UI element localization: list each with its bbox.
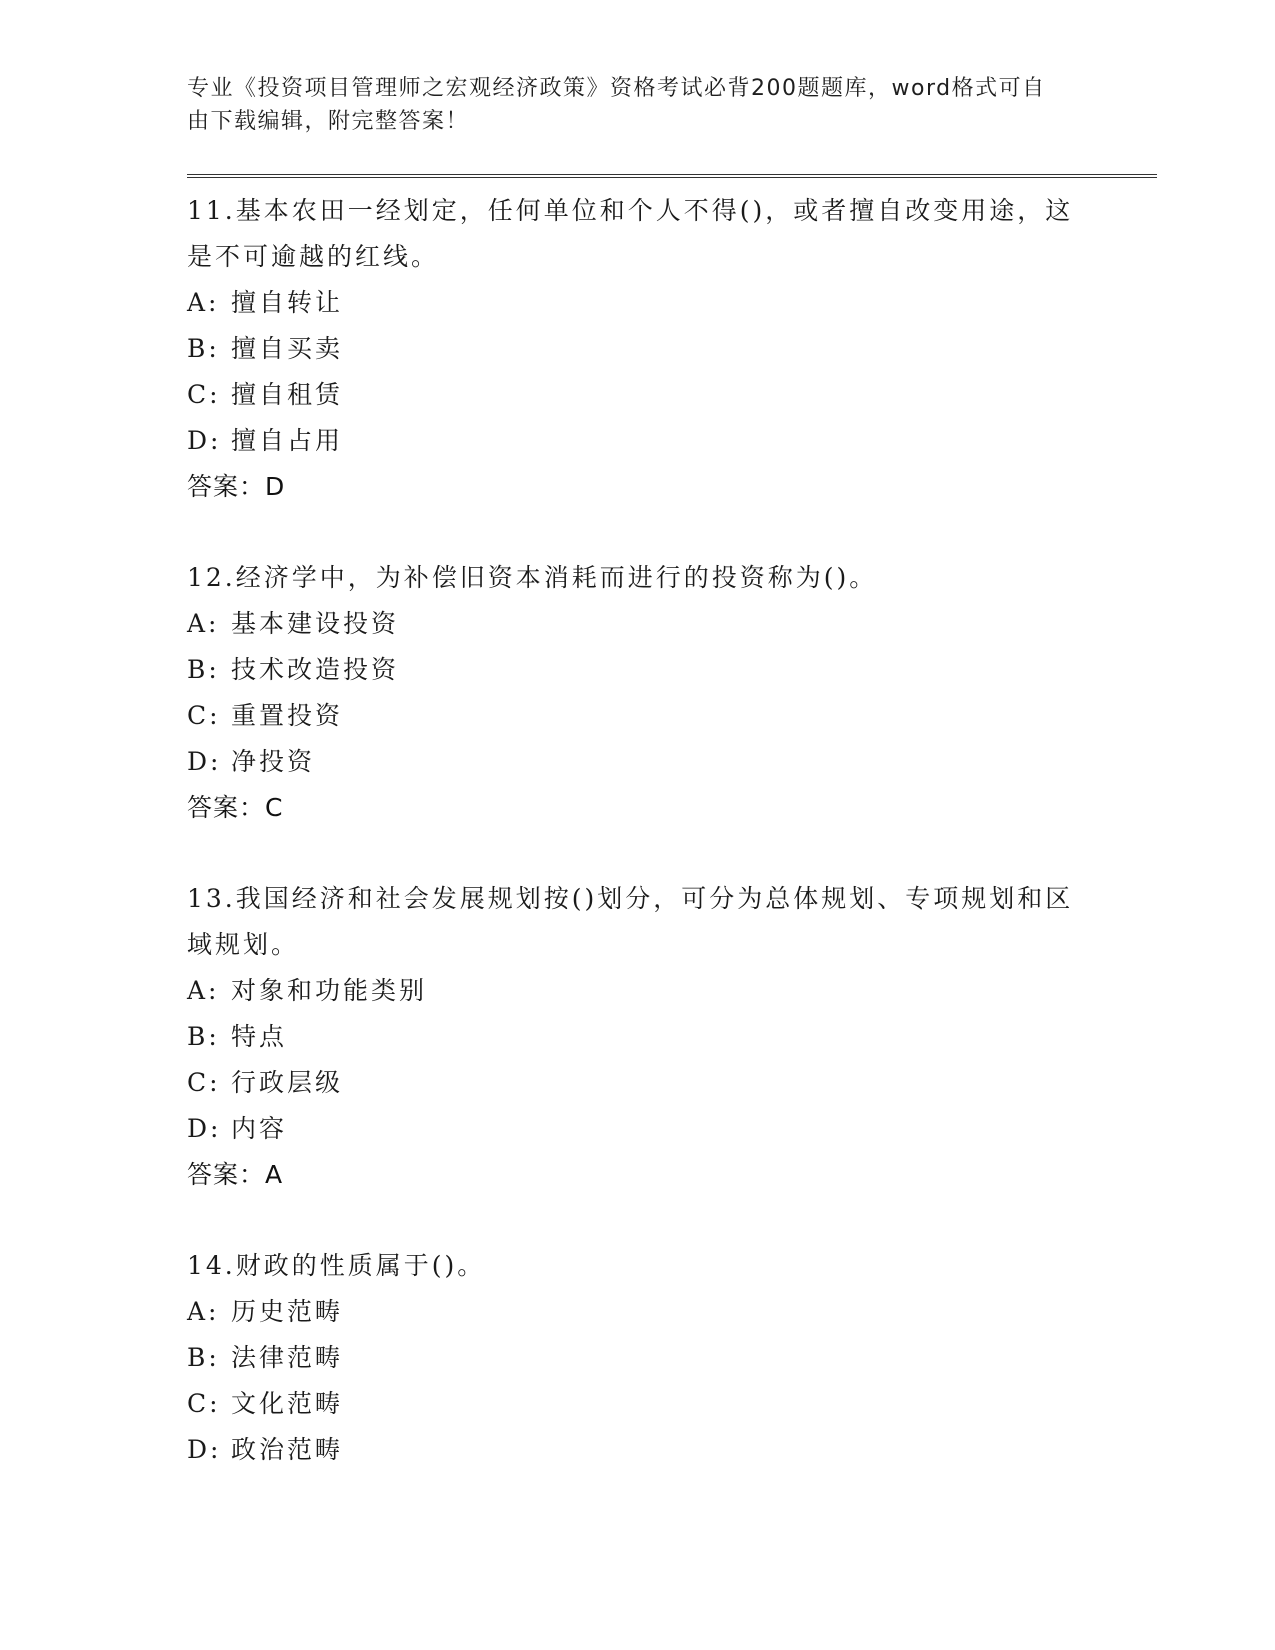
option-b <box>187 1335 1157 1381</box>
option-c <box>187 693 1157 739</box>
question-stem: 13.我国经济和社会发展规划按()划分，可分为总体规划、专项规划和区域规划。 <box>187 884 1074 959</box>
document-page <box>187 72 1157 1518</box>
option-letter: D: <box>187 426 222 455</box>
option-text: 文化范畴 <box>231 1389 344 1418</box>
option-text: 基本建设投资 <box>231 609 400 638</box>
option-d <box>187 418 1157 464</box>
option-text: 擅自租赁 <box>231 380 344 409</box>
option-a <box>187 280 1157 326</box>
option-letter: A: <box>187 288 220 317</box>
option-c <box>187 1060 1157 1106</box>
answer-line: 答案：C <box>187 793 284 822</box>
option-text: 擅自买卖 <box>231 334 344 363</box>
answer-line: 答案：A <box>187 1160 284 1189</box>
option-letter: A: <box>187 609 220 638</box>
option-letter: B: <box>187 1343 220 1372</box>
answer-line: 答案：D <box>187 472 286 501</box>
option-letter: D: <box>187 1435 222 1464</box>
option-letter: C: <box>187 380 221 409</box>
question-stem: 11.基本农田一经划定，任何单位和个人不得()，或者擅自改变用途，这是不可逾越的红线。 <box>187 196 1074 271</box>
option-text: 净投资 <box>231 747 316 776</box>
option-text: 对象和功能类别 <box>231 976 428 1005</box>
option-letter: A: <box>187 1297 220 1326</box>
option-b <box>187 1014 1157 1060</box>
option-letter: B: <box>187 334 220 363</box>
question-list <box>187 188 1157 1473</box>
option-b <box>187 326 1157 372</box>
option-text: 擅自转让 <box>231 288 344 317</box>
option-c <box>187 1381 1157 1427</box>
option-b <box>187 647 1157 693</box>
option-text: 内容 <box>231 1114 288 1143</box>
question-14 <box>187 1243 1157 1473</box>
option-d <box>187 1106 1157 1152</box>
option-a <box>187 601 1157 647</box>
option-d <box>187 739 1157 785</box>
option-letter: C: <box>187 1068 221 1097</box>
option-d <box>187 1427 1157 1473</box>
option-text: 技术改造投资 <box>231 655 400 684</box>
option-text: 特点 <box>231 1022 288 1051</box>
option-letter: A: <box>187 976 220 1005</box>
option-letter: D: <box>187 1114 222 1143</box>
question-stem: 12.经济学中，为补偿旧资本消耗而进行的投资称为()。 <box>187 563 878 592</box>
option-letter: D: <box>187 747 222 776</box>
option-letter: C: <box>187 701 221 730</box>
option-letter: C: <box>187 1389 221 1418</box>
option-letter: B: <box>187 1022 220 1051</box>
option-text: 行政层级 <box>231 1068 344 1097</box>
option-a <box>187 968 1157 1014</box>
option-text: 政治范畴 <box>231 1435 344 1464</box>
option-a <box>187 1289 1157 1335</box>
question-stem: 14.财政的性质属于()。 <box>187 1251 486 1280</box>
question-13 <box>187 876 1157 1198</box>
question-11 <box>187 188 1157 510</box>
option-c <box>187 372 1157 418</box>
header-divider <box>187 174 1157 178</box>
option-text: 重置投资 <box>231 701 344 730</box>
option-text: 擅自占用 <box>231 426 344 455</box>
option-text: 历史范畴 <box>231 1297 344 1326</box>
question-12 <box>187 555 1157 831</box>
option-letter: B: <box>187 655 220 684</box>
document-header: 专业《投资项目管理师之宏观经济政策》资格考试必背200题题库，word格式可自由下载编辑，附完整答案！ <box>187 76 1046 134</box>
option-text: 法律范畴 <box>231 1343 344 1372</box>
